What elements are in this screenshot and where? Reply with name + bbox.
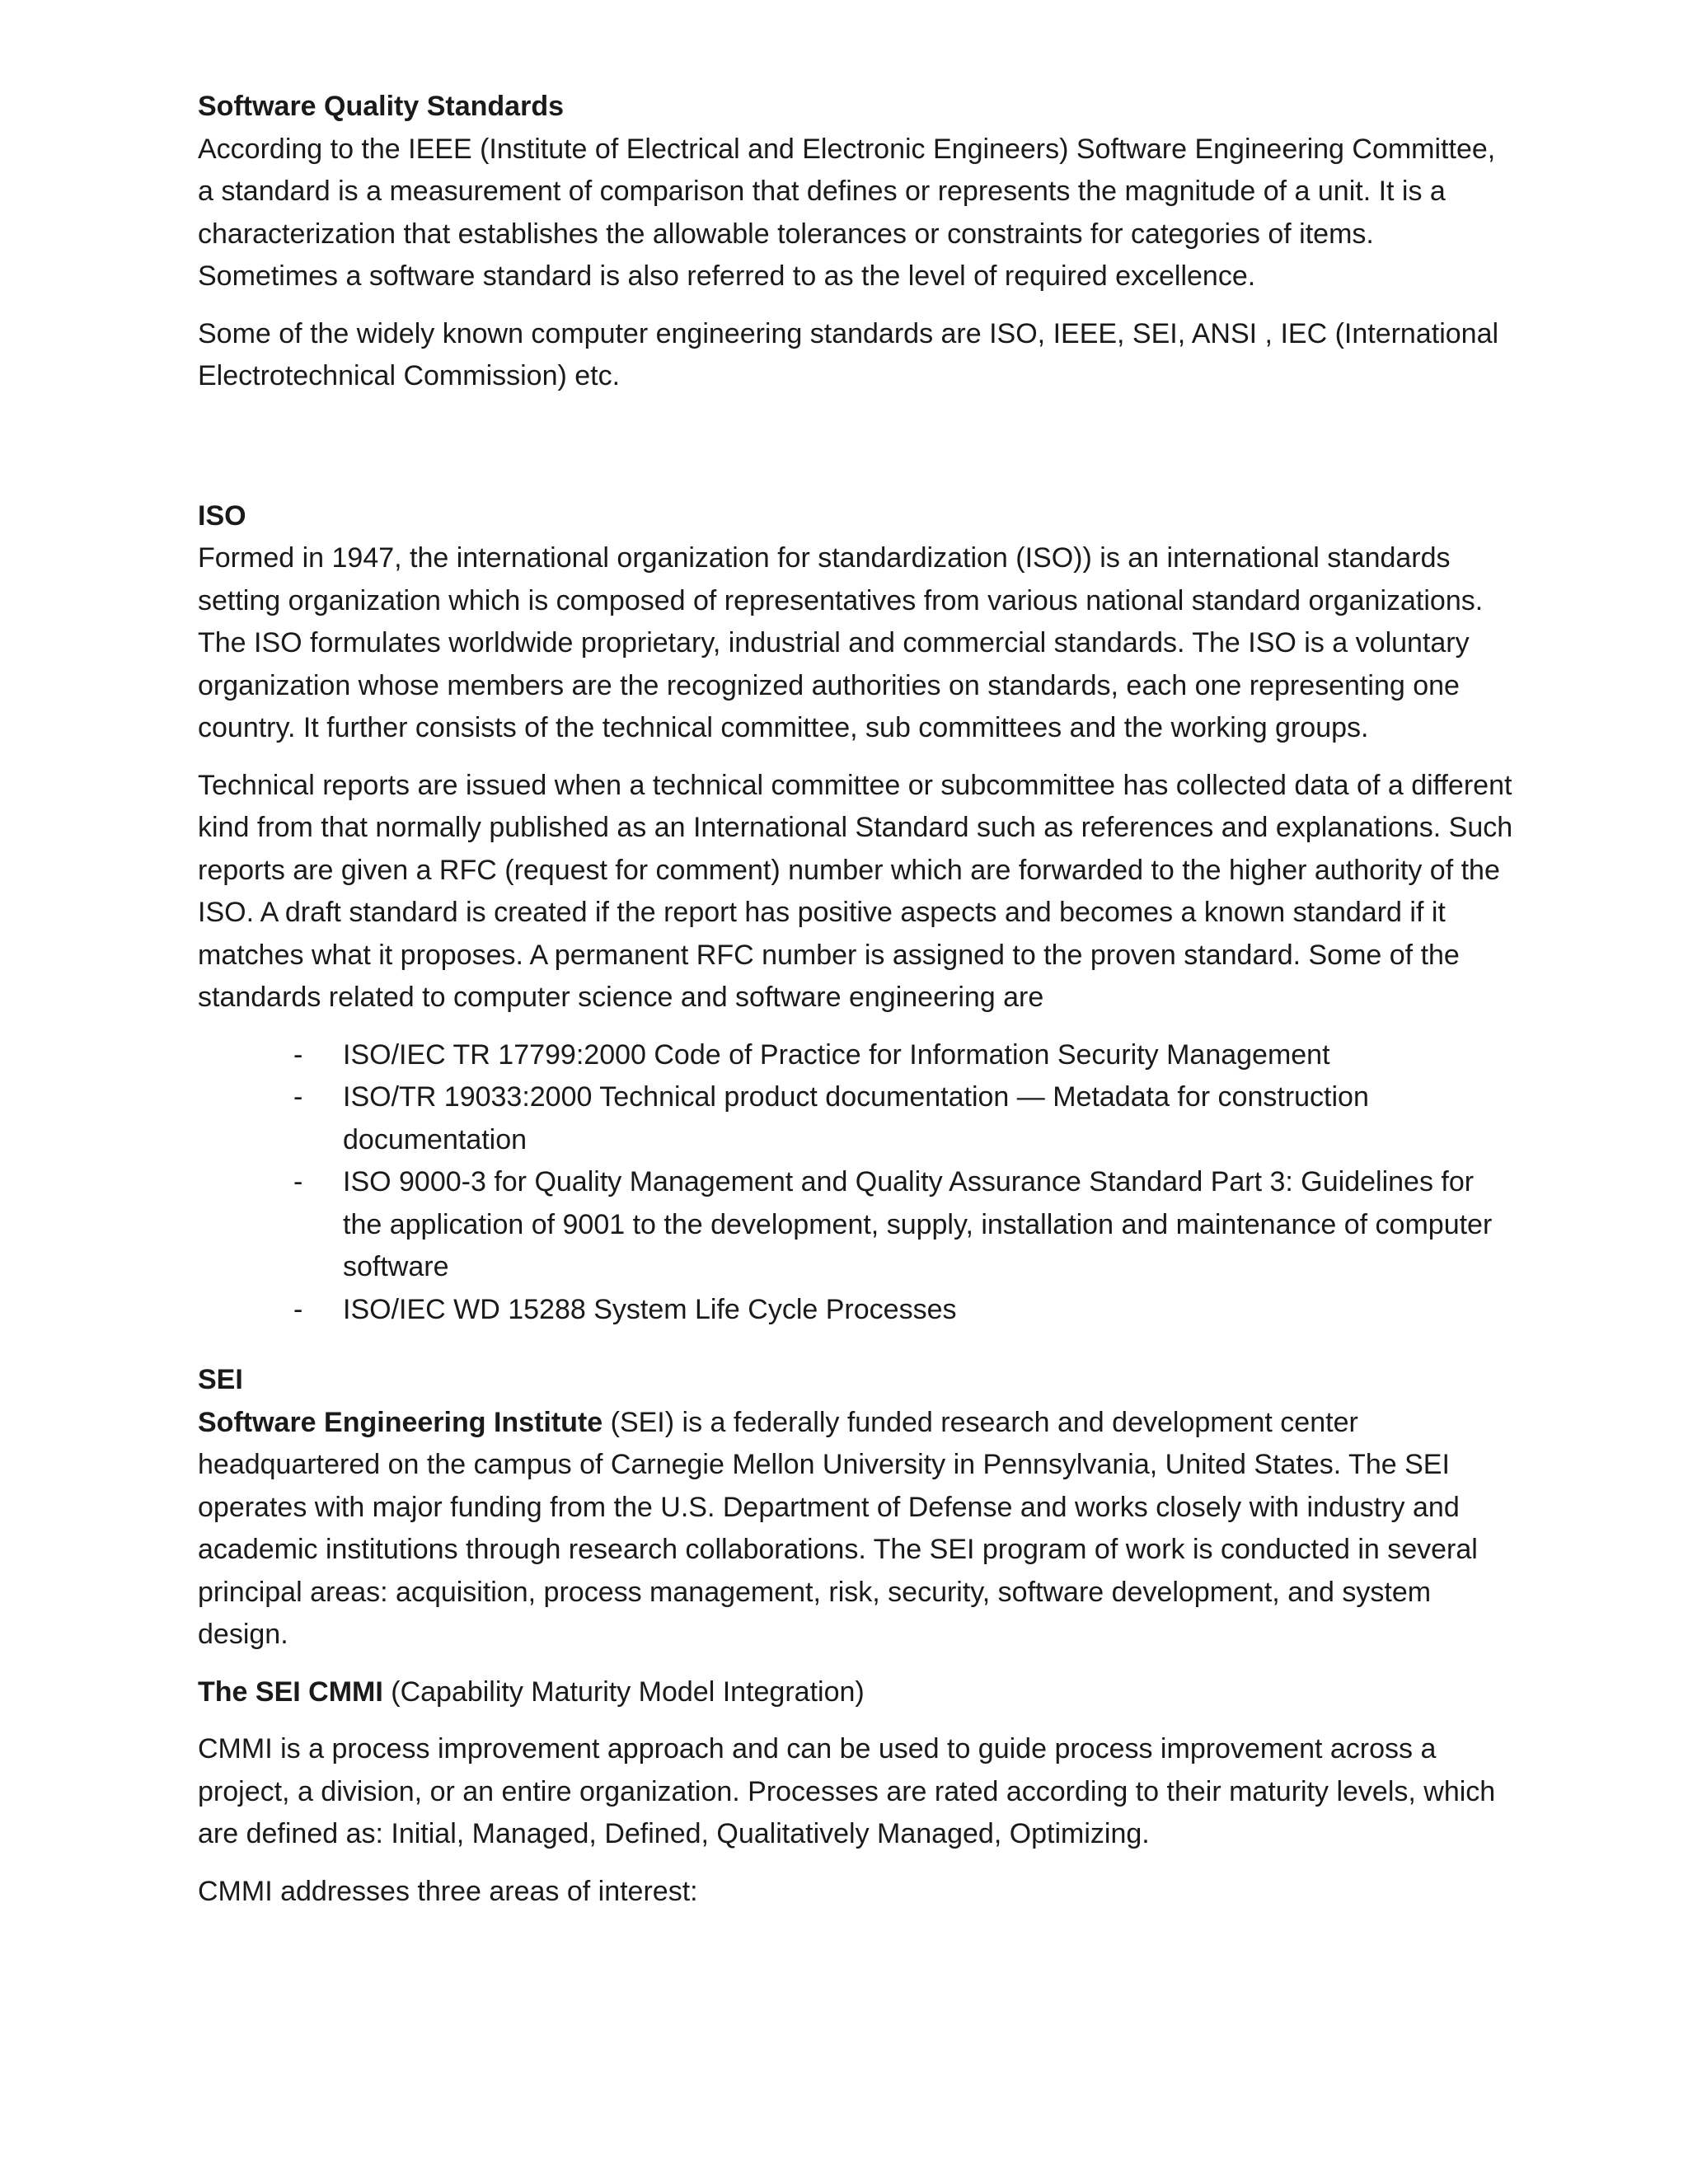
list-item bbox=[198, 1076, 1517, 1161]
list-item bbox=[198, 1161, 1517, 1289]
cmmi-title-rest: (Capability Maturity Model Integration) bbox=[382, 1675, 865, 1708]
iso-paragraph: Formed in 1947, the international organization for standardization (ISO)) is an international standards setting organization which is composed of representatives from various national standard organizations. The ISO formulates worldwide proprietary, industrial and commercial standards. The ISO is a voluntary organization whose members are the recognized authorities on standards, each one representing one country. It further consists of the technical committee, sub committees and the working groups. bbox=[198, 542, 1484, 743]
list-item bbox=[198, 1034, 1517, 1077]
sei-description: (SEI) is a federally funded research and development center headquartered on the campus of Carnegie Mellon University in Pennsylvania, United States. The SEI operates with major funding from the U.S. Department of Defense and works closely with industry and academic institutions through research collaborations. The SEI program of work is conducted in several principal areas: acquisition, process management, risk, security, software development, and system design. bbox=[198, 1406, 1478, 1650]
list-item-text: ISO/IEC TR 17799:2000 Code of Practice for Information Security Management bbox=[343, 1038, 1330, 1071]
list-item-text: ISO 9000-3 for Quality Management and Quality Assurance Standard Part 3: Guidelines for the application of 9001 to the development, supply, installation and maintenance of computer software bbox=[343, 1166, 1493, 1282]
list-dash: - bbox=[293, 1081, 303, 1113]
list-item bbox=[198, 1289, 1517, 1332]
cmmi-title-bold: The SEI CMMI bbox=[198, 1675, 383, 1708]
sei-paragraph bbox=[198, 1402, 1517, 1657]
list-dash: - bbox=[293, 1166, 303, 1197]
section-heading-iso: ISO bbox=[198, 499, 246, 532]
section-heading-sei: SEI bbox=[198, 1364, 243, 1395]
technical-reports-paragraph: Technical reports are issued when a technical committee or subcommittee has collected data of a different kind from that normally published as an International Standard such as references and explanations. Such reports are given a RFC (request for comment) number which are forwarded to the higher authority of the ISO. A draft standard is created if the report has positive aspects and becomes a known standard if it matches what it proposes. A permanent RFC number is assigned to the proven standard. Some of the standards related to computer science and software engineering are bbox=[198, 769, 1513, 1013]
list-item-text: ISO/TR 19033:2000 Technical product documentation — Metadata for construction documentation bbox=[343, 1081, 1369, 1155]
cmmi-areas-paragraph: CMMI addresses three areas of interest: bbox=[198, 1875, 698, 1907]
list-dash: - bbox=[293, 1293, 303, 1325]
list-dash: - bbox=[293, 1038, 303, 1071]
cmmi-title bbox=[198, 1671, 1517, 1714]
intro-paragraph: According to the IEEE (Institute of Electrical and Electronic Engineers) Software Engineering Committee, a standard is a measurement of comparison that defines or represents the magnitude of a unit. It is a characterization that establishes the allowable tolerances or constraints for categories of items. Sometimes a software standard is also referred to as the level of required excellence. bbox=[198, 133, 1496, 292]
standards-list-paragraph: Some of the widely known computer engineering standards are ISO, IEEE, SEI, ANSI , IEC (International Electrotechnical Commission) etc. bbox=[198, 317, 1499, 391]
list-item-text: ISO/IEC WD 15288 System Life Cycle Processes bbox=[343, 1293, 957, 1325]
cmmi-paragraph: CMMI is a process improvement approach and can be used to guide process improvement across a project, a division, or an entire organization. Processes are rated according to their maturity levels, which are defined as: Initial, Managed, Defined, Qualitatively Managed, Optimizing. bbox=[198, 1733, 1496, 1849]
sei-name: Software Engineering Institute bbox=[198, 1406, 603, 1438]
section-heading-quality-standards: Software Quality Standards bbox=[198, 91, 564, 122]
document-page bbox=[198, 86, 1517, 1913]
iso-standards-list bbox=[198, 1034, 1517, 1332]
